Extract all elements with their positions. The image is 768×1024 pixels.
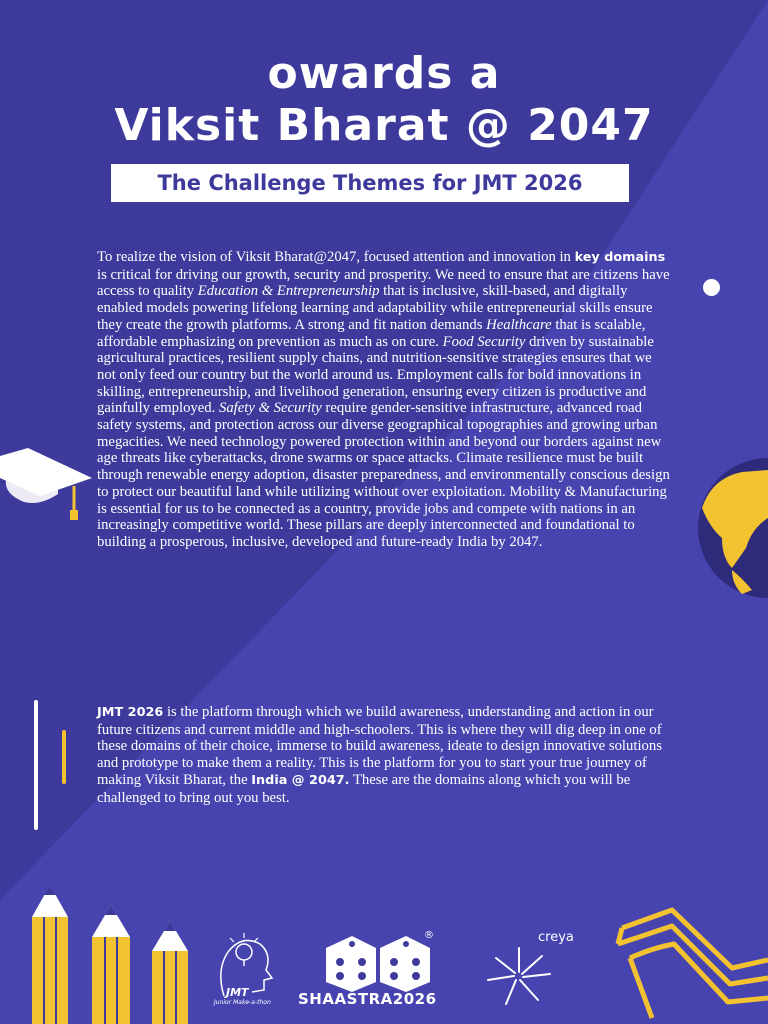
jmt-logo-text: JMT [226,986,249,999]
title-line-1: owards a [267,48,501,99]
pencils-icon [28,885,198,1024]
intro-paragraph: To realize the vision of Viksit Bharat@2047, focused attention and innovation in key domains is critical for driving our growth, security and prosperity. We need to ensure that are citizens have access to quality Education & Entrepreneurship that is inclusive, skill-based, and digitally enabled models powering lifelong learning and adaptability while entrepreneurial skills ensure they create the growth platforms. A strong and fit nation demands Healthcare that is scalable, affordable emphasizing on prevention as much as on cure. Food Security driven by sustainable agricultural practices, resilient supply chains, and nutrition-sensitive strategies ensures that we not only feed our country but the world around us. Employment calls for bold innovations in skilling, entrepreneurship, and livelihood generation, ensuring every citizen is productive and gainfully employed. Safety & Security require gender-sensitive infrastructure, advanced road safety systems, and protection across our diverse geographical topographies and growing urban megacities. We need technology powered protection within and beyond our borders against new age threats like cyberattacks, drone swarms or space attacks. Climate resilience must be built through renewable energy adoption, disaster preparedness, and environmentally conscious design to protect our beautiful land while utilizing without over exploitation. Mobility & Manufacturing is essential for us to be connected as a country, provide jobs and compete with nations in an increasingly competitive world. These pillars are deeply interconnected and foundational to building a prosperous, inclusive, developed and future-ready India by 2047. [97,249,670,550]
creya-logo-text: creya [538,930,574,945]
decor-line-yellow [62,730,66,784]
graduation-cap-icon [0,448,95,523]
shaastra-dice-icon [322,934,434,992]
white-dot-icon [703,279,720,296]
shaastra-logo-text: SHAASTRA2026 [298,990,437,1008]
jmt-paragraph: JMT 2026 is the platform through which we build awareness, understanding and action in our future citizens and current middle and high-schoolers. This is where they will dig deep in one of these domains of their choice, immerse to build awareness, ideate to design innovative solutions and prototype to make them a reality. This is the platform for you to start your true journey of making Viksit Bharat, the India @ 2047. These are the domains along which you will be challenged to bring out you best. [97,704,662,806]
decor-line-white [34,700,38,830]
creya-burst-icon [484,940,554,1010]
registered-mark: ® [424,930,434,941]
subtitle-banner [111,164,629,202]
jmt-logo-subtitle: Junior Make-a-thon [214,999,271,1006]
subtitle-text: The Challenge Themes for JMT 2026 [157,171,583,195]
globe-icon [692,458,768,598]
open-book-icon [612,898,768,1024]
title-line-2: Viksit Bharat @ 2047 [114,100,654,151]
